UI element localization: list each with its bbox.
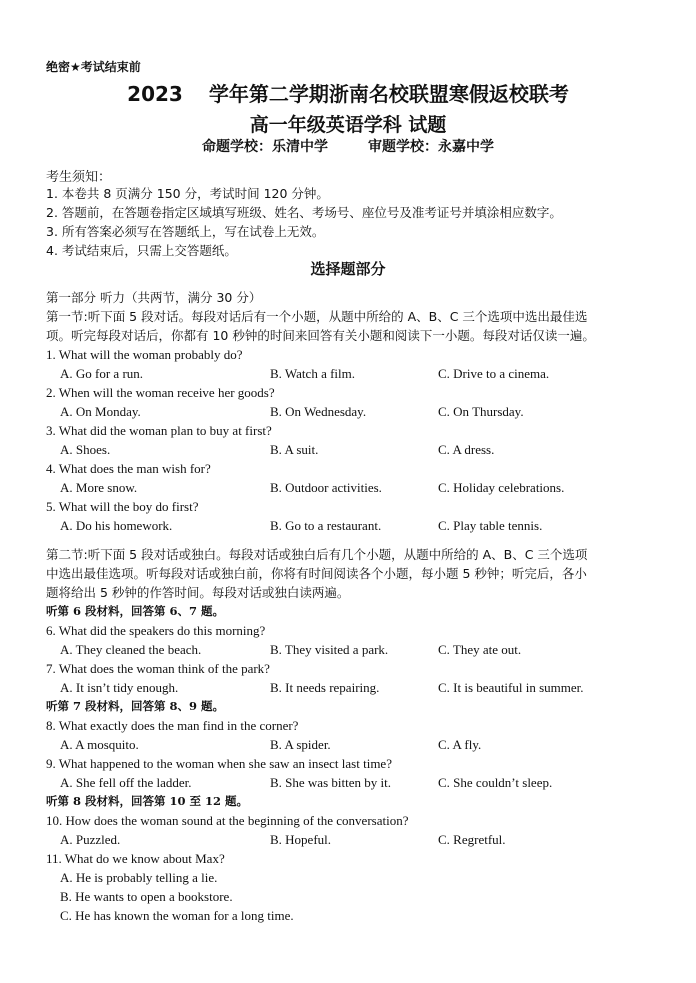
exam-title-text: 学年第二学期浙南名校联盟寒假返校联考 (208, 82, 569, 106)
option-a: A. Puzzled. (60, 832, 121, 847)
option-b: B. He wants to open a bookstore. (60, 889, 233, 904)
option-b: B. They visited a park. (270, 642, 389, 657)
option-a: A. A mosquito. (60, 737, 139, 752)
school-info (0, 136, 696, 156)
notice-item: 2. 答题前，在答题卷指定区域填写班级、姓名、考场号、座位号及准考证号并填涂相应数字。 (46, 205, 562, 220)
exam-title (0, 78, 696, 107)
question-stem: 6. What did the speakers do this morning? (46, 623, 266, 638)
exam-year: 2023 (127, 82, 183, 106)
option-b: B. Watch a film. (270, 366, 356, 381)
part1-heading: 第一部分 听力（共两节，满分 30 分） (46, 290, 262, 305)
option-b: B. On Wednesday. (270, 404, 367, 419)
option-b: B. A suit. (270, 442, 319, 457)
option-c: C. A fly. (438, 737, 482, 752)
sec1-instructions-line: 项。听完每段对话后，你都有 10 秒钟的时间来回答有关小题和阅读下一小题。每段对话仅读一遍。 (46, 328, 595, 343)
options-row (46, 773, 656, 792)
sec2-instructions-line: 题将给出 5 秒钟的作答时间。每段对话或独白读两遍。 (46, 585, 350, 600)
option-b: B. Hopeful. (270, 832, 332, 847)
notice-item: 3. 所有答案必须写在答题纸上，写在试卷上无效。 (46, 224, 325, 239)
option-b: B. It needs repairing. (270, 680, 380, 695)
question-stem: 2. When will the woman receive her goods? (46, 385, 275, 400)
option-b: B. Outdoor activities. (270, 480, 382, 495)
options-row (46, 640, 656, 659)
option-b: B. She was bitten by it. (270, 775, 391, 790)
sec1-instructions-line: 第一节:听下面 5 段对话。每段对话后有一个小题，从题中所给的 A、B、C 三个选项中选出最佳选 (46, 309, 588, 324)
option-c: C. He has known the woman for a long time. (60, 908, 294, 923)
options-row (46, 440, 656, 459)
option-b: B. Go to a restaurant. (270, 518, 382, 533)
setter-school: 命题学校：乐清中学 (202, 139, 328, 155)
option-c: C. Regretful. (438, 832, 506, 847)
options-row (46, 402, 656, 421)
sec2-instructions-line: 中选出最佳选项。听每段对话或独白前，你将有时间阅读各个小题，每小题 5 秒钟；听完后，各小 (46, 566, 587, 581)
option-c: C. A dress. (438, 442, 495, 457)
question-stem: 5. What will the boy do first? (46, 499, 199, 514)
option-a: A. Go for a run. (60, 366, 144, 381)
option-a: A. It isn’t tidy enough. (60, 680, 179, 695)
section-title: 选择题部分 (310, 260, 386, 278)
options-row (46, 478, 656, 497)
options-row (46, 830, 656, 849)
reviewer-school: 审题学校：永嘉中学 (368, 139, 494, 155)
option-c: C. Drive to a cinema. (438, 366, 550, 381)
notice-item: 4. 考试结束后，只需上交答题纸。 (46, 243, 237, 258)
listening-part (46, 288, 656, 925)
option-a: A. He is probably telling a lie. (60, 870, 218, 885)
notice-list (46, 184, 656, 260)
question-stem: 11. What do we know about Max? (46, 851, 225, 866)
material-hint: 听第 8 段材料，回答第 10 至 12 题。 (46, 794, 249, 808)
sec2-instructions-line: 第二节:听下面 5 段对话或独白。每段对话或独白后有几个小题，从题中所给的 A、B、C 三个选项 (46, 547, 588, 562)
option-c: C. Holiday celebrations. (438, 480, 565, 495)
material-hint: 听第 6 段材料，回答第 6、7 题。 (46, 604, 225, 618)
question-stem: 10. How does the woman sound at the beginning of the conversation? (46, 813, 409, 828)
confidential-label: 绝密★考试结束前 (46, 60, 141, 74)
option-c: C. It is beautiful in summer. (438, 680, 584, 695)
option-c: C. She couldn’t sleep. (438, 775, 553, 790)
option-c: C. On Thursday. (438, 404, 524, 419)
option-a: A. More snow. (60, 480, 138, 495)
option-a: A. Shoes. (60, 442, 111, 457)
notice-heading: 考生须知： (46, 170, 112, 185)
question-stem: 7. What does the woman think of the park? (46, 661, 270, 676)
material-hint: 听第 7 段材料，回答第 8、9 题。 (46, 699, 225, 713)
option-a: A. Do his homework. (60, 518, 173, 533)
question-stem: 8. What exactly does the man find in the corner? (46, 718, 299, 733)
options-row (46, 516, 656, 535)
options-row (46, 364, 656, 383)
option-b: B. A spider. (270, 737, 331, 752)
notice-item: 1. 本卷共 8 页满分 150 分，考试时间 120 分钟。 (46, 186, 329, 201)
option-a: A. She fell off the ladder. (60, 775, 192, 790)
option-a: A. On Monday. (60, 404, 141, 419)
option-c: C. They ate out. (438, 642, 522, 657)
question-stem: 9. What happened to the woman when she saw an insect last time? (46, 756, 392, 771)
question-stem: 4. What does the man wish for? (46, 461, 211, 476)
option-c: C. Play table tennis. (438, 518, 543, 533)
exam-subtitle: 高一年级英语学科 试题 (249, 114, 447, 136)
options-row (46, 735, 656, 754)
option-a: A. They cleaned the beach. (60, 642, 202, 657)
question-stem: 1. What will the woman probably do? (46, 347, 243, 362)
question-stem: 3. What did the woman plan to buy at first? (46, 423, 272, 438)
options-row (46, 678, 656, 697)
